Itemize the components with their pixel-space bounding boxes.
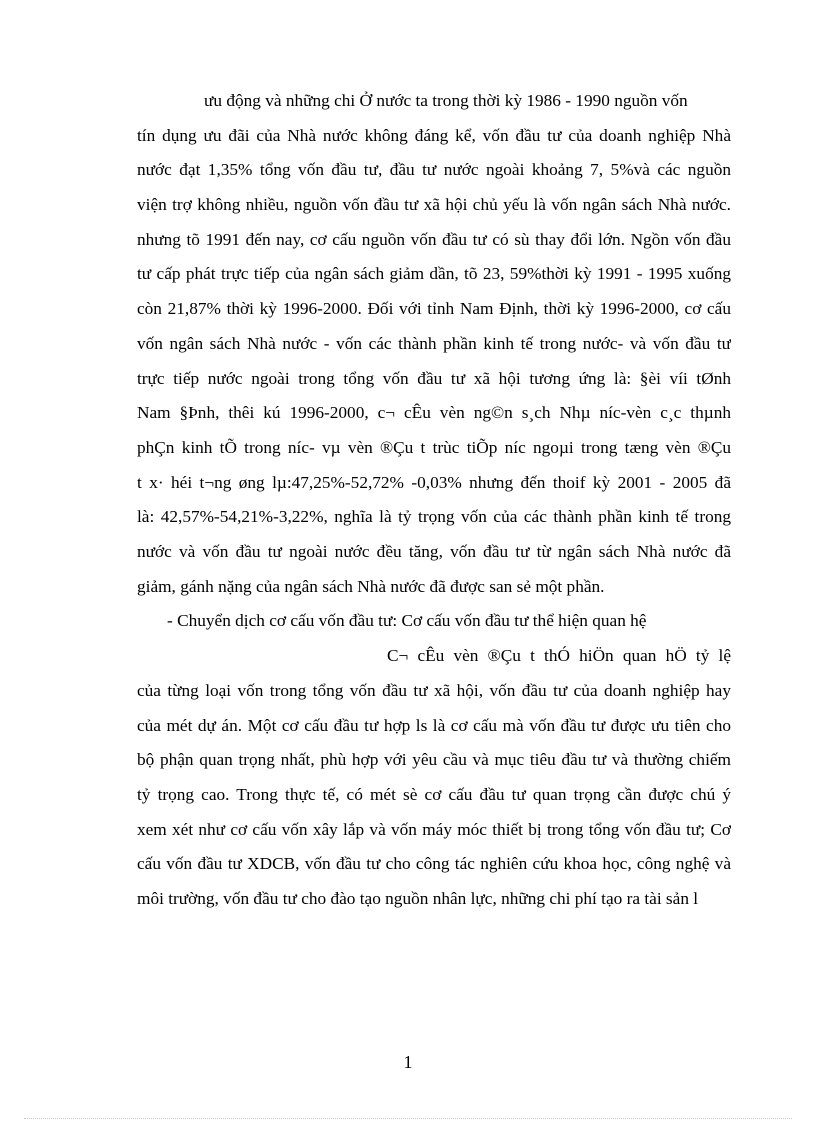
paragraph-line-15: giảm, gánh nặng của ngân sách Nhà nước đã được san sẻ một phần.: [137, 577, 605, 596]
paragraph-line-3: nước đạt 1,35% tổng vốn đầu tư, đầu tư nước ngoài khoảng 7, 5%và các nguồn: [137, 160, 731, 179]
paragraph-line-22: xem xét như cơ cấu vốn xây lắp và vốn máy móc thiết bị trong tổng vốn đầu tư; Cơ: [137, 820, 731, 839]
paragraph-line-2: tín dụng ưu đãi của Nhà nước không đáng kể, vốn đầu tư của doanh nghiệp Nhà: [137, 126, 731, 145]
paragraph-line-5: nhưng tõ 1991 đến nay, cơ cấu nguồn vốn đầu tư có sù thay đổi lớn. Ngồn vốn đầu: [137, 230, 731, 249]
paragraph-line-16: - Chuyển dịch cơ cấu vốn đầu tư: Cơ cấu vốn đầu tư thể hiện quan hệ: [167, 611, 647, 630]
paragraph-line-19: của mét dự án. Một cơ cấu đầu tư hợp ls là cơ cấu mà vốn đầu tư được ưu tiên cho: [137, 716, 731, 735]
paragraph-line-24: môi trường, vốn đầu tư cho đào tạo nguồn nhân lực, những chi phí tạo ra tài sản l: [137, 889, 699, 908]
paragraph-line-6: tư cấp phát trực tiếp của ngân sách giảm dần, tõ 23, 59%thời kỳ 1991 - 1995 xuống: [137, 264, 731, 283]
footer-divider: [24, 1118, 792, 1119]
paragraph-line-18: của từng loại vốn trong tổng vốn đầu tư xã hội, vốn đầu tư của doanh nghiệp hay: [137, 681, 731, 700]
paragraph-line-7: còn 21,87% thời kỳ 1996-2000. Đối với tỉnh Nam Định, thời kỳ 1996-2000, cơ cấu: [137, 299, 731, 318]
paragraph-line-1: ưu động và những chi Ở nước ta trong thời kỳ 1986 - 1990 nguồn vốn: [204, 91, 688, 110]
paragraph-line-20: bộ phận quan trọng nhất, phù hợp với yêu cầu và mục tiêu đầu tư và thường chiếm: [137, 750, 731, 769]
paragraph-line-12: t x· héi t¬ng øng lµ:47,25%-52,72% -0,03% nhưng đến thoif kỳ 2001 - 2005 đã: [137, 473, 731, 492]
paragraph-line-8: vốn ngân sách Nhà nước - vốn các thành phần kinh tế trong nước- và vốn đầu tư: [137, 334, 731, 353]
paragraph-line-13: là: 42,57%-54,21%-3,22%, nghĩa là tỷ trọng vốn của các thành phần kinh tế trong: [137, 507, 731, 526]
paragraph-line-10: Nam §Þnh, thêi kú 1996-2000, c¬ cÊu vèn ng©n s¸ch Nhµ níc-vèn c¸c thµnh: [137, 403, 731, 422]
paragraph-line-21: tỷ trọng cao. Trong thực tế, có mét sè cơ cấu đầu tư quan trọng cần được chú ý: [137, 785, 731, 804]
paragraph-line-23: cấu vốn đầu tư XDCB, vốn đầu tư cho công tác nghiên cứu khoa học, công nghệ và: [137, 854, 731, 873]
paragraph-line-9: trực tiếp nước ngoài trong tổng vốn đầu tư xã hội tương ứng là: §èi víi tØnh: [137, 369, 731, 388]
paragraph-line-11: phÇn kinh tÕ trong níc- vµ vèn ®Çu t trùc tiÕp níc ngoµi trong tæng vèn ®Çu: [137, 438, 731, 457]
paragraph-line-14: nước và vốn đầu tư ngoài nước đều tăng, vốn đầu tư từ ngân sách Nhà nước đã: [137, 542, 731, 561]
page-number: 1: [403, 1052, 413, 1072]
paragraph-line-4: viện trợ không nhiều, nguồn vốn đầu tư xã hội chủ yếu là vốn ngân sách Nhà nước.: [137, 195, 731, 214]
paragraph-line-17: C¬ cÊu vèn ®Çu t thÓ hiÖn quan hÖ tỷ lệ: [387, 646, 731, 665]
